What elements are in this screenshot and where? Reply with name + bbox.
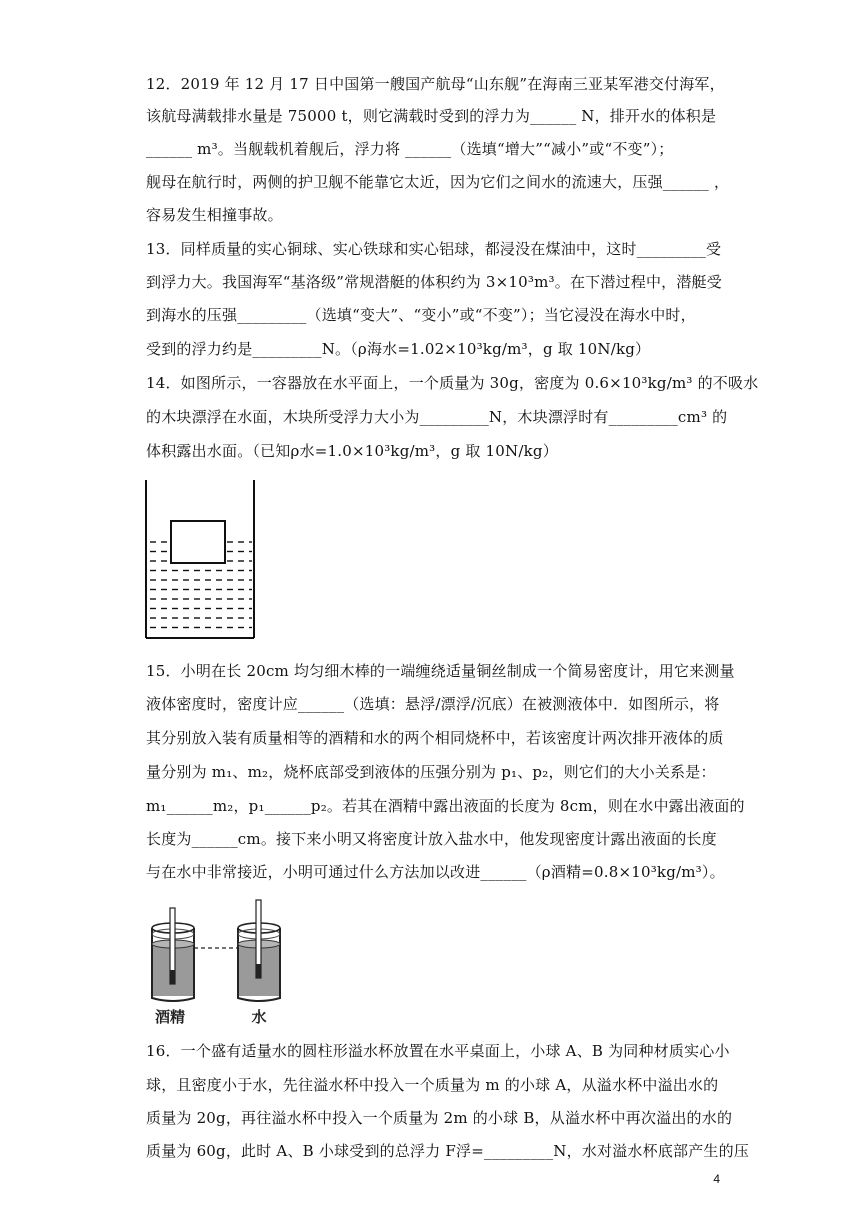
q15-line-1: 15．小明在长 20cm 均匀细木棒的一端缠绕适量铜丝制成一个简易密度计，用它来测量 — [146, 662, 735, 680]
water-beaker — [238, 900, 280, 1001]
water-label: 水 — [251, 1008, 267, 1026]
q16-line-2: 球，且密度小于水，先往溢水杯中投入一个质量为 m 的小球 A，从溢水杯中溢出水的 — [146, 1076, 719, 1094]
q12-line-4: 舰母在航行时，两侧的护卫舰不能靠它太近，因为它们之间水的流速大，压强______ ， — [146, 173, 730, 191]
wooden-block — [171, 521, 225, 563]
q15-line-4: 量分别为 m₁、m₂，烧杯底部受到液体的压强分别为 p₁、p₂，则它们的大小关系是： — [146, 763, 716, 781]
q16-line-4: 质量为 60g，此时 A、B 小球受到的总浮力 F浮=_________N，水对溢水杯底部产生的压 — [146, 1142, 750, 1160]
alcohol-beaker — [152, 908, 194, 1001]
q13-line-1: 13．同样质量的实心铜球、实心铁球和实心铝球，都浸没在煤油中，这时_________受 — [146, 240, 722, 258]
alcohol-label: 酒精 — [154, 1008, 186, 1026]
container-block-figure — [140, 478, 260, 642]
q14-line-2: 的木块漂浮在水面，木块所受浮力大小为_________N，木块漂浮时有_________cm³ 的 — [146, 408, 728, 426]
q13-line-4: 受到的浮力约是_________N。（ρ海水=1.02×10³kg/m³，g 取 10N/kg） — [146, 340, 651, 358]
q13-line-2: 到浮力大。我国海军“基洛级”常规潜艇的体积约为 3×10³m³。在下潜过程中，潜艇受 — [146, 273, 722, 291]
q15-line-3: 其分别放入装有质量相等的酒精和水的两个相同烧杯中，若该密度计两次排开液体的质 — [146, 729, 724, 747]
beakers-densimeter-figure — [138, 898, 298, 1028]
q14-line-3: 体积露出水面。（已知ρ水=1.0×10³kg/m³，g 取 10N/kg） — [146, 442, 558, 460]
q15-line-2: 液体密度时，密度计应______（选填：悬浮/漂浮/沉底）在被测液体中．如图所示，将 — [146, 695, 720, 713]
q15-line-6: 长度为______cm。接下来小明又将密度计放入盐水中，他发现密度计露出液面的长度 — [146, 830, 717, 848]
q14-line-1: 14．如图所示，一容器放在水平面上，一个质量为 30g，密度为 0.6×10³kg/m³ 的不吸水 — [146, 374, 759, 392]
q12-line-5: 容易发生相撞事故。 — [146, 206, 283, 224]
q12-line-3: ______ m³。当舰载机着舰后，浮力将 ______（选填“增大”“减小”或“不变”）； — [146, 140, 674, 158]
q15-line-7: 与在水中非常接近，小明可通过什么方法加以改进______（ρ酒精=0.8×10³kg/m³）。 — [146, 863, 725, 881]
q16-line-3: 质量为 20g，再往溢水杯中投入一个质量为 2m 的小球 B，从溢水杯中再次溢出的水的 — [146, 1109, 733, 1127]
q16-line-1: 16．一个盛有适量水的圆柱形溢水杯放置在水平桌面上，小球 A、B 为同种材质实心小 — [146, 1042, 730, 1060]
page-number: 4 — [713, 1172, 720, 1186]
q12-line-1: 12．2019 年 12 月 17 日中国第一艘国产航母“山东舰”在海南三亚某军港交付海军， — [146, 75, 725, 93]
q13-line-3: 到海水的压强_________（选填“变大”、“变小”或“不变”）；当它浸没在海水中时， — [146, 306, 696, 324]
q12-line-2: 该航母满载排水量是 75000 t，则它满载时受到的浮力为______ N，排开水的体积是 — [146, 107, 717, 125]
q15-line-5: m₁______m₂，p₁______p₂。若其在酒精中露出液面的长度为 8cm，则在水中露出液面的 — [146, 797, 745, 815]
